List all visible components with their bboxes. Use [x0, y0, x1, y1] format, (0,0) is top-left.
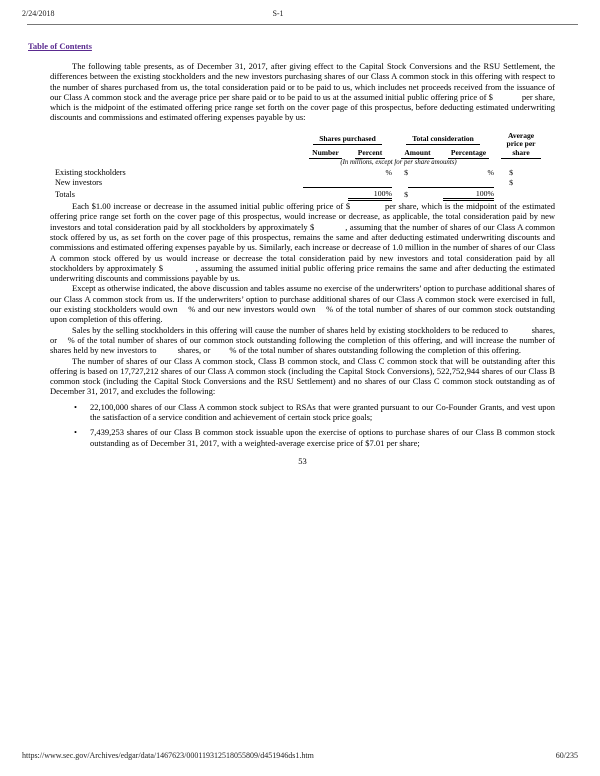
- table-units-note: (In millions, except for per share amounts): [340, 158, 457, 166]
- paragraph-selling-stockholders: Sales by the selling stockholders in this offering will cause the number of shares held by existing stockholders to be reduced to shares, or % of the total number of shares of our common stock outstanding following the completion of this offering, and will increase the number of shares held by new investors to shares, or % of the total number of shares outstanding following the completion of this offering.: [50, 324, 555, 356]
- print-footer-url: https://www.sec.gov/Archives/edgar/data/1467623/000119312518055809/d451946ds1.htm: [22, 751, 314, 760]
- col-header-amount: Amount: [401, 149, 433, 159]
- document-page-number: 53: [298, 455, 307, 466]
- paragraph-underwriters-option: Except as otherwise indicated, the above discussion and tables assume no exercise of the underwriters’ option to purchase additional shares of our Class A common stock from us. If the underwriters’ option to purchase additional shares of our Class A common stock were exercised in full, our existing stockholders would own % and our new investors would own % of the total number of shares of our common stock outstanding upon completion of this offering.: [50, 283, 555, 325]
- existing-amount-dollar-sign: $: [404, 167, 408, 177]
- header-divider: [27, 24, 578, 25]
- print-footer-page-indicator: 60/235: [555, 751, 578, 760]
- table-row-totals: [55, 188, 548, 200]
- shares-purchased-table: [55, 132, 548, 201]
- table-units-note-row: [55, 159, 548, 168]
- totals-percentage-value: 100%: [443, 188, 494, 200]
- bullet-icon: •: [74, 427, 77, 438]
- print-header-date: 2/24/2018: [22, 9, 55, 18]
- col-group-shares-purchased: Shares purchased: [313, 135, 382, 145]
- row-label-existing-stockholders: Existing stockholders: [55, 167, 126, 177]
- col-header-percentage: Percentage: [448, 149, 489, 159]
- table-group-header-row: [55, 132, 548, 145]
- table-sub-header-row: [55, 145, 548, 159]
- bullet-item-option-shares: [50, 427, 555, 448]
- paragraph-shares-outstanding-basis: The number of shares of our Class A common stock, Class B common stock, and Class C common stock that will be outstanding after this offering is based on 17,727,212 shares of our Class A common stock (including the Capital Stock Conversions), 522,752,944 shares of our Class B common stock (including the Capital Stock Conversions and the RSU Settlement) and no shares of our Class C common stock outstanding as of December 31, 2017, and excludes the following:: [50, 355, 555, 397]
- bullet-icon: •: [74, 401, 77, 412]
- bullet-item-rsa-shares: [50, 402, 555, 423]
- existing-avg-price-dollar-sign: $: [509, 167, 514, 177]
- paragraph-dilution-intro: The following table presents, as of December 31, 2017, after giving effect to the Capital Stock Conversions and the RSU Settlement, the differences between the existing stockholders and the new investors purchasing shares of our Class A common stock in this offering with respect to the number of shares purchased from us, the total consideration paid or to be paid to us, which includes net proceeds received from the issuance of our Class A common stock and the average price per share paid or to be paid to us at the assumed initial public offering price of $ per share, which is the midpoint of the estimated offering price range set forth on the cover page of this prospectus, before deducting estimated underwriting discounts and commissions and estimated offering expenses payable by us:: [50, 61, 555, 123]
- col-header-percent: Percent: [355, 149, 385, 159]
- table-of-contents-link[interactable]: Table of Contents: [28, 41, 92, 51]
- print-header-doc-type: S-1: [272, 9, 284, 18]
- existing-percentage-value: %: [487, 167, 495, 177]
- row-label-new-investors: New investors: [55, 178, 103, 188]
- table-row-existing-stockholders: [55, 167, 548, 177]
- existing-percent-value: %: [385, 167, 392, 177]
- totals-percent-value: 100%: [348, 188, 392, 200]
- col-group-total-consideration: Total consideration: [406, 135, 480, 145]
- col-header-number: Number: [309, 149, 342, 159]
- bullet-text-option-shares: 7,439,253 shares of our Class B common stock issuable upon the exercise of options to purchase shares of our Class B common stock outstanding as of December 31, 2017, with a weighted-average exercise price of $7.01 per share;: [90, 427, 555, 448]
- col-header-average-price-per-share: Average price per share: [501, 132, 541, 159]
- paragraph-price-sensitivity: Each $1.00 increase or decrease in the assumed initial public offering price of $ per share, which is the midpoint of the estimated offering price range set forth on the cover page of this prospectus, would increase or decrease, as applicable, the total consideration paid by new investors and total consideration paid by all stockholders by approximately $ , assuming that the number of shares of our Class A common stock offered by us, as set forth on the cover page of this prospectus, remains the same and after deducting estimated underwriting discounts and commissions and estimated offering expenses payable by us. Similarly, each increase or decrease of 1.0 million in the number of shares of our Class A common stock offered by us would increase or decrease the total consideration paid by new investors and total consideration paid by all stockholders by approximately $ , assuming the assumed initial public offering price remains the same and after deducting the estimated underwriting discounts and commissions payable by us.: [50, 201, 555, 284]
- new-investors-avg-price-dollar-sign: $: [509, 178, 514, 188]
- row-label-totals: Totals: [55, 190, 75, 200]
- document-body: [50, 61, 555, 466]
- totals-amount-dollar-sign: $: [404, 190, 408, 200]
- table-row-new-investors: [55, 177, 548, 188]
- bullet-text-rsa-shares: 22,100,000 shares of our Class A common stock subject to RSAs that were granted pursuant to our Co-Founder Grants, and vest upon the satisfaction of a service condition and achievement of certain stock price goals;: [90, 401, 555, 422]
